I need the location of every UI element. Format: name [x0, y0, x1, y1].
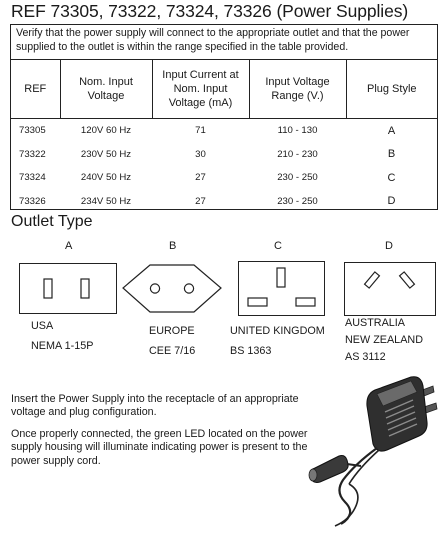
- instruction-led: Once properly connected, the green LED located on the power supply housing will illuminate indicating power is present to the power supply cord.: [11, 428, 308, 467]
- cell-ref: 73326: [19, 195, 46, 207]
- cell-range: 230 - 250: [277, 195, 318, 207]
- table-row: [11, 143, 437, 167]
- cell-ref: 73305: [19, 125, 46, 137]
- outlet-a-caption: [31, 318, 93, 354]
- cell-current: 71: [195, 125, 206, 137]
- cell-voltage: 120V 60 Hz: [80, 125, 132, 137]
- caption-line: AUSTRALIA: [345, 317, 405, 329]
- table-row: [11, 119, 437, 143]
- cell-range: 230 - 250: [277, 172, 318, 184]
- table-row: [11, 166, 437, 190]
- cell-ref: 73324: [19, 172, 46, 184]
- cell-current: 30: [195, 148, 206, 160]
- caption-line: EUROPE: [149, 325, 195, 337]
- cell-voltage: 234V 50 Hz: [80, 195, 132, 207]
- table-header-row: [11, 60, 437, 119]
- power-supply-adapter-icon: [305, 372, 440, 532]
- outlet-c-socket-icon: [238, 261, 325, 316]
- intro-text: Verify that the power supply will connect to the appropriate outlet and that the power supplied to the outlet is within the range specified in the table provided.: [16, 27, 410, 53]
- outlet-letter-b: B: [169, 240, 177, 252]
- cell-ref: 73322: [19, 148, 46, 160]
- outlet-letter-c: C: [274, 240, 282, 252]
- spec-table: [11, 59, 437, 213]
- outlet-d-socket-icon: [344, 262, 436, 316]
- caption-line: USA: [31, 320, 54, 332]
- outlet-d-caption: [345, 315, 423, 365]
- instruction-insert: Insert the Power Supply into the receptacle of an appropriate voltage and plug configuration.: [11, 393, 299, 419]
- cell-current: 27: [195, 195, 206, 207]
- header-input-current: Input Current at Nom. Input Voltage (mA): [152, 60, 249, 119]
- outlet-letter-a: A: [65, 240, 73, 252]
- table-row: [11, 190, 437, 214]
- header-nom-voltage: Nom. Input Voltage: [60, 60, 152, 119]
- cell-plug: A: [387, 124, 396, 137]
- spec-panel: [10, 24, 438, 210]
- page-title: REF 73305, 73322, 73324, 73326 (Power Supplies): [11, 1, 409, 21]
- caption-line: BS 1363: [230, 345, 272, 357]
- cell-range: 110 - 130: [277, 125, 318, 137]
- cell-plug: B: [387, 148, 396, 161]
- cell-range: 210 - 230: [277, 148, 318, 160]
- caption-line: AS 3112: [345, 351, 386, 363]
- outlet-letter-d: D: [385, 240, 393, 252]
- outlet-b-socket-icon: [120, 263, 224, 314]
- header-plug-style: Plug Style: [346, 60, 437, 119]
- cell-plug: C: [387, 171, 396, 184]
- outlet-a-socket-icon: [19, 263, 117, 314]
- cell-current: 27: [195, 172, 206, 184]
- outlet-type-heading: Outlet Type: [11, 213, 93, 230]
- outlet-c-caption: [230, 323, 325, 359]
- cell-voltage: 230V 50 Hz: [80, 148, 132, 160]
- outlet-b-caption: [149, 323, 195, 359]
- caption-line: UNITED KINGDOM: [230, 325, 325, 337]
- caption-line: NEMA 1-15P: [31, 340, 94, 352]
- header-ref: REF: [11, 60, 60, 119]
- cell-voltage: 240V 50 Hz: [80, 172, 132, 184]
- caption-line: CEE 7/16: [149, 345, 196, 357]
- header-voltage-range: Input Voltage Range (V.): [249, 60, 346, 119]
- caption-line: NEW ZEALAND: [345, 334, 423, 346]
- cell-plug: D: [387, 195, 396, 208]
